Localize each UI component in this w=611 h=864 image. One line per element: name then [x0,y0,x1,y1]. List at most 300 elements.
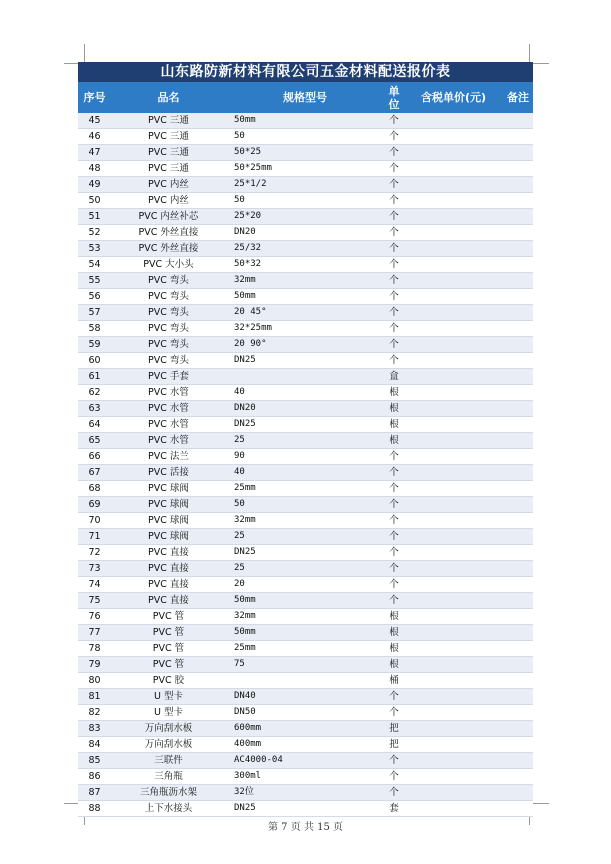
table-row [78,209,533,225]
row-number: 67 [78,465,111,481]
row-number: 54 [78,257,111,273]
table-row [78,561,533,577]
item-price [404,321,503,337]
item-note [503,321,533,337]
item-spec: DN50 [226,705,384,721]
item-spec: DN25 [226,353,384,369]
row-number: 73 [78,561,111,577]
item-spec: 75 [226,657,384,673]
item-note [503,369,533,385]
item-name: PVC 三通 [111,161,226,177]
item-note [503,273,533,289]
item-price [404,225,503,241]
table-row [78,193,533,209]
item-spec: 25 [226,433,384,449]
item-note [503,577,533,593]
item-price [404,641,503,657]
item-name: PVC 外丝直接 [111,225,226,241]
item-spec: 50 [226,129,384,145]
item-unit: 个 [384,145,404,161]
table-row [78,225,533,241]
item-note [503,721,533,737]
item-note [503,385,533,401]
item-price [404,145,503,161]
row-number: 88 [78,801,111,817]
item-price [404,369,503,385]
item-spec: AC4000-04 [226,753,384,769]
row-number: 79 [78,657,111,673]
item-price [404,577,503,593]
item-spec [226,369,384,385]
item-note [503,609,533,625]
item-price [404,257,503,273]
item-name: PVC 弯头 [111,305,226,321]
item-unit: 根 [384,625,404,641]
item-unit: 个 [384,561,404,577]
table-row [78,801,533,817]
row-number: 52 [78,225,111,241]
price-sheet [78,62,533,817]
table-row [78,113,533,129]
item-spec: 90 [226,449,384,465]
table-row [78,353,533,369]
header-unit: 单位 [384,82,404,113]
row-number: 86 [78,769,111,785]
item-unit: 个 [384,177,404,193]
row-number: 60 [78,353,111,369]
item-name: PVC 球阀 [111,497,226,513]
row-number: 80 [78,673,111,689]
row-number: 76 [78,609,111,625]
item-note [503,337,533,353]
item-price [404,193,503,209]
item-name: PVC 外丝直接 [111,241,226,257]
item-note [503,257,533,273]
item-note [503,801,533,817]
item-note [503,225,533,241]
item-unit: 盒 [384,369,404,385]
table-row [78,449,533,465]
item-price [404,657,503,673]
item-spec: 25/32 [226,241,384,257]
item-unit: 个 [384,753,404,769]
item-unit: 个 [384,193,404,209]
item-spec: DN25 [226,545,384,561]
item-name: PVC 内丝 [111,177,226,193]
item-note [503,161,533,177]
item-spec: 25*1/2 [226,177,384,193]
item-unit: 个 [384,497,404,513]
row-number: 77 [78,625,111,641]
item-unit: 个 [384,689,404,705]
item-name: PVC 手套 [111,369,226,385]
row-number: 64 [78,417,111,433]
item-unit: 根 [384,609,404,625]
row-number: 55 [78,273,111,289]
item-price [404,209,503,225]
table-row [78,305,533,321]
item-name: PVC 直接 [111,561,226,577]
item-price [404,561,503,577]
table-row [78,609,533,625]
header-no: 序号 [78,82,111,113]
item-name: 上下水接头 [111,801,226,817]
item-spec: DN20 [226,225,384,241]
item-unit: 个 [384,209,404,225]
row-number: 62 [78,385,111,401]
item-unit: 根 [384,385,404,401]
item-spec: 25 [226,561,384,577]
item-name: PVC 管 [111,625,226,641]
table-row [78,321,533,337]
item-spec: 40 [226,465,384,481]
table-row [78,721,533,737]
table-body [78,113,533,817]
item-price [404,161,503,177]
item-note [503,465,533,481]
item-spec: DN20 [226,401,384,417]
item-unit: 个 [384,577,404,593]
item-price [404,449,503,465]
item-note [503,641,533,657]
table-row [78,337,533,353]
item-unit: 个 [384,273,404,289]
table-row [78,673,533,689]
item-unit: 把 [384,721,404,737]
item-unit: 个 [384,257,404,273]
item-name: PVC 弯头 [111,353,226,369]
header-name: 品名 [111,82,226,113]
item-unit: 个 [384,337,404,353]
table-row [78,257,533,273]
table-row [78,401,533,417]
item-note [503,305,533,321]
item-unit: 根 [384,401,404,417]
item-name: PVC 管 [111,657,226,673]
item-unit: 根 [384,417,404,433]
item-price [404,785,503,801]
item-price [404,241,503,257]
row-number: 49 [78,177,111,193]
table-row [78,385,533,401]
item-note [503,785,533,801]
item-unit: 桶 [384,673,404,689]
item-note [503,433,533,449]
row-number: 83 [78,721,111,737]
row-number: 57 [78,305,111,321]
row-number: 82 [78,705,111,721]
item-name: 三角瓶沥水架 [111,785,226,801]
item-name: PVC 水管 [111,401,226,417]
row-number: 66 [78,449,111,465]
item-price [404,129,503,145]
header-row [78,82,533,113]
row-number: 65 [78,433,111,449]
item-name: 万向刮水板 [111,737,226,753]
item-price [404,337,503,353]
item-note [503,737,533,753]
item-name: PVC 直接 [111,577,226,593]
item-name: U 型卡 [111,705,226,721]
item-unit: 个 [384,161,404,177]
item-name: PVC 球阀 [111,513,226,529]
table-row [78,497,533,513]
item-name: PVC 球阀 [111,529,226,545]
table-row [78,545,533,561]
row-number: 87 [78,785,111,801]
item-spec: DN25 [226,801,384,817]
item-unit: 个 [384,353,404,369]
item-spec: 32位 [226,785,384,801]
row-number: 72 [78,545,111,561]
item-price [404,769,503,785]
table-row [78,705,533,721]
row-number: 69 [78,497,111,513]
item-name: PVC 三通 [111,113,226,129]
item-unit: 个 [384,513,404,529]
item-spec: 40 [226,385,384,401]
row-number: 81 [78,689,111,705]
crop-mark [529,44,530,64]
item-note [503,625,533,641]
item-price [404,177,503,193]
item-unit: 个 [384,225,404,241]
row-number: 74 [78,577,111,593]
item-spec: 50 [226,193,384,209]
item-spec: 25*20 [226,209,384,225]
item-unit: 个 [384,289,404,305]
item-note [503,177,533,193]
table-row [78,369,533,385]
table-row [78,657,533,673]
item-unit: 个 [384,481,404,497]
item-name: PVC 水管 [111,385,226,401]
row-number: 50 [78,193,111,209]
item-spec: 20 45° [226,305,384,321]
item-unit: 个 [384,305,404,321]
item-price [404,481,503,497]
item-price [404,273,503,289]
header-spec: 规格型号 [226,82,384,113]
table-row [78,465,533,481]
item-name: PVC 活接 [111,465,226,481]
item-note [503,145,533,161]
table-row [78,433,533,449]
item-spec: 50*32 [226,257,384,273]
table-row [78,289,533,305]
table-row [78,641,533,657]
item-name: PVC 水管 [111,433,226,449]
item-note [503,705,533,721]
item-name: 三角瓶 [111,769,226,785]
item-spec: 50 [226,497,384,513]
item-price [404,753,503,769]
item-note [503,497,533,513]
item-price [404,529,503,545]
item-price [404,625,503,641]
item-spec: DN25 [226,417,384,433]
table-row [78,593,533,609]
item-unit: 个 [384,785,404,801]
item-spec: 300ml [226,769,384,785]
item-price [404,609,503,625]
item-price [404,401,503,417]
item-price [404,801,503,817]
row-number: 47 [78,145,111,161]
item-price [404,705,503,721]
item-note [503,529,533,545]
item-spec: 32mm [226,513,384,529]
item-note [503,545,533,561]
item-name: PVC 三通 [111,145,226,161]
item-unit: 根 [384,657,404,673]
item-note [503,769,533,785]
table-row [78,577,533,593]
item-unit: 个 [384,705,404,721]
table-row [78,513,533,529]
item-unit: 个 [384,449,404,465]
item-note [503,561,533,577]
item-spec: 25 [226,529,384,545]
item-price [404,289,503,305]
item-price [404,673,503,689]
item-note [503,129,533,145]
item-price [404,513,503,529]
item-name: PVC 法兰 [111,449,226,465]
price-table [78,82,533,817]
row-number: 59 [78,337,111,353]
item-unit: 个 [384,545,404,561]
item-unit: 个 [384,321,404,337]
item-price [404,465,503,481]
item-name: PVC 内丝 [111,193,226,209]
item-name: PVC 弯头 [111,289,226,305]
item-spec: DN40 [226,689,384,705]
item-price [404,737,503,753]
item-price [404,593,503,609]
item-name: PVC 直接 [111,545,226,561]
table-row [78,145,533,161]
item-name: PVC 大小头 [111,257,226,273]
row-number: 51 [78,209,111,225]
table-row [78,689,533,705]
item-name: PVC 直接 [111,593,226,609]
item-spec: 50mm [226,289,384,305]
item-price [404,689,503,705]
item-spec: 600mm [226,721,384,737]
row-number: 71 [78,529,111,545]
item-spec: 400mm [226,737,384,753]
row-number: 70 [78,513,111,529]
item-spec: 50mm [226,625,384,641]
row-number: 45 [78,113,111,129]
crop-mark [84,44,85,64]
item-name: 万向刮水板 [111,721,226,737]
item-name: PVC 内丝补芯 [111,209,226,225]
item-note [503,481,533,497]
row-number: 75 [78,593,111,609]
item-note [503,209,533,225]
item-note [503,113,533,129]
item-name: PVC 弯头 [111,273,226,289]
item-spec: 25mm [226,641,384,657]
row-number: 53 [78,241,111,257]
item-note [503,241,533,257]
row-number: 68 [78,481,111,497]
item-unit: 个 [384,769,404,785]
item-unit: 个 [384,241,404,257]
item-spec: 50*25mm [226,161,384,177]
item-unit: 个 [384,113,404,129]
table-row [78,241,533,257]
item-note [503,193,533,209]
item-spec: 20 90° [226,337,384,353]
item-note [503,449,533,465]
table-row [78,273,533,289]
item-spec: 20 [226,577,384,593]
item-spec: 32mm [226,609,384,625]
item-note [503,401,533,417]
item-note [503,689,533,705]
item-note [503,353,533,369]
item-note [503,673,533,689]
header-note: 备注 [503,82,533,113]
item-note [503,753,533,769]
page-footer: 第 7 页 共 15 页 [268,822,343,833]
item-price [404,353,503,369]
item-price [404,305,503,321]
item-name: PVC 三通 [111,129,226,145]
table-row [78,177,533,193]
item-name: 三联件 [111,753,226,769]
item-price [404,433,503,449]
item-note [503,593,533,609]
item-price [404,385,503,401]
item-name: PVC 水管 [111,417,226,433]
item-note [503,657,533,673]
item-spec: 50*25 [226,145,384,161]
item-unit: 套 [384,801,404,817]
item-name: U 型卡 [111,689,226,705]
row-number: 58 [78,321,111,337]
item-spec: 50mm [226,593,384,609]
item-name: PVC 管 [111,609,226,625]
table-row [78,481,533,497]
item-spec [226,673,384,689]
item-unit: 个 [384,529,404,545]
sheet-title: 山东路防新材料有限公司五金材料配送报价表 [78,62,533,82]
row-number: 46 [78,129,111,145]
table-row [78,129,533,145]
table-row [78,161,533,177]
header-price: 含税单价(元) [404,82,503,113]
item-name: PVC 管 [111,641,226,657]
item-spec: 25mm [226,481,384,497]
table-row [78,737,533,753]
item-spec: 50mm [226,113,384,129]
item-price [404,545,503,561]
item-note [503,513,533,529]
table-row [78,753,533,769]
row-number: 63 [78,401,111,417]
item-name: PVC 胶 [111,673,226,689]
row-number: 48 [78,161,111,177]
table-row [78,625,533,641]
item-price [404,497,503,513]
item-name: PVC 球阀 [111,481,226,497]
item-price [404,721,503,737]
item-spec: 32mm [226,273,384,289]
